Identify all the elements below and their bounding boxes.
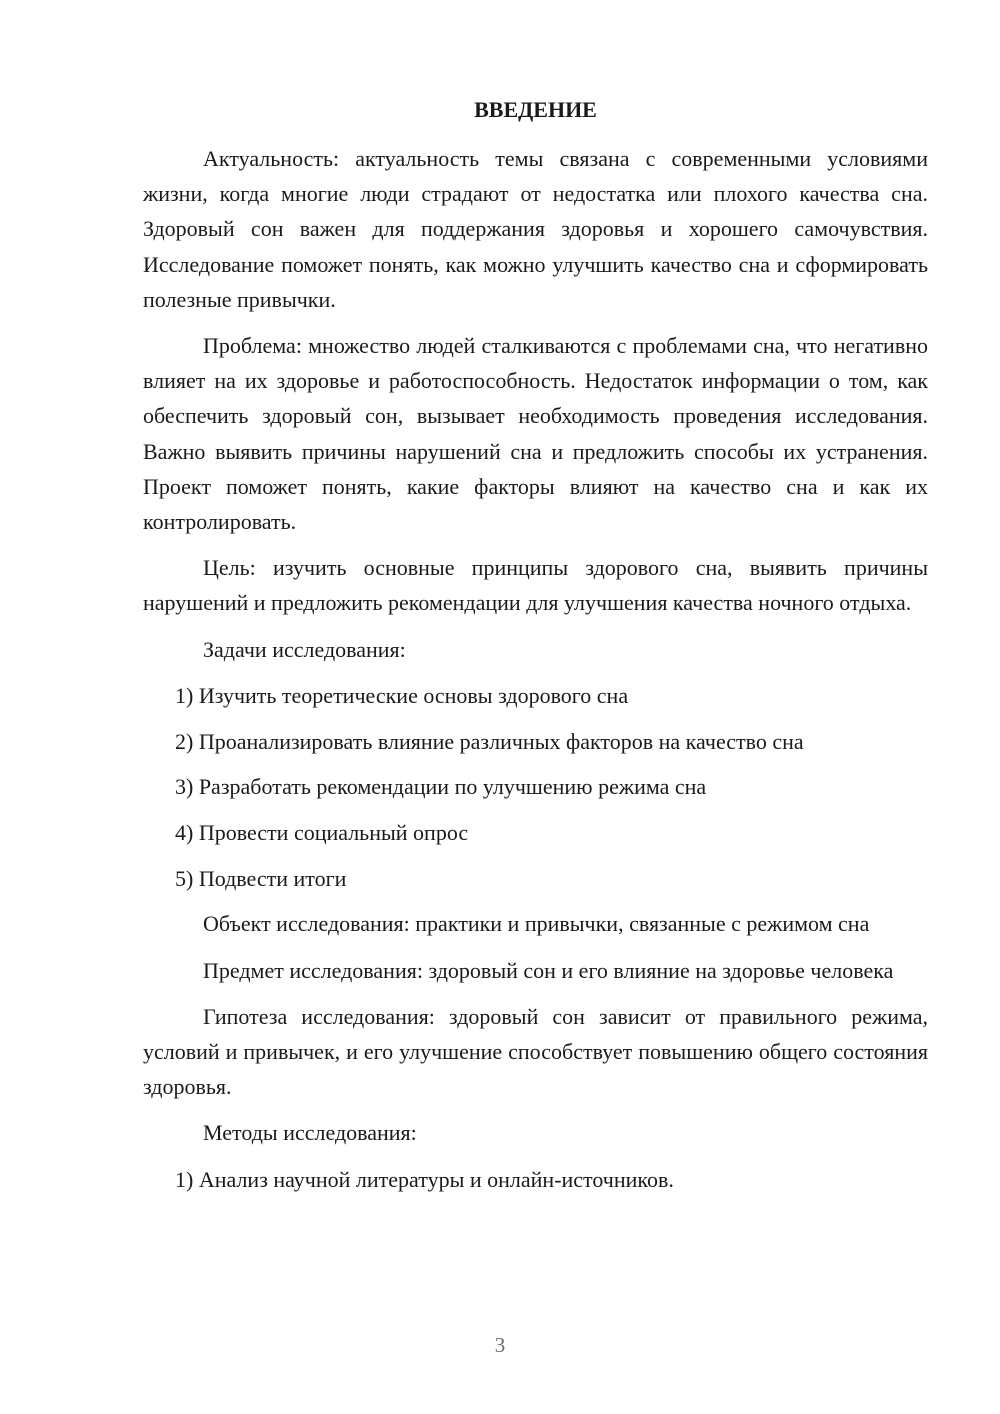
problem-paragraph: Проблема: множество людей сталкиваются с проблемами сна, что негативно влияет на их здоровье и работоспособность. Недостаток информации о том, как обеспечить здоровый сон, вызывает необходимость проведения исследования. Важно выявить причины нарушений сна и предложить способы их устранения. Проект поможет понять, какие факторы влияют на качество сна и как их контролировать. — [143, 333, 928, 535]
tasks-list — [143, 678, 928, 896]
list-item: 1) Изучить теоретические основы здорового сна — [175, 682, 629, 708]
subject-paragraph: Предмет исследования: здоровый сон и его влияние на здоровье человека — [203, 957, 894, 983]
document-page — [143, 92, 928, 1207]
goal-paragraph: Цель: изучить основные принципы здорового сна, выявить причины нарушений и предложить рекомендации для улучшения качества ночного отдыха. — [143, 555, 928, 616]
relevance-paragraph: Актуальность: актуальность темы связана с современными условиями жизни, когда многие люди страдают от недостатка или плохого качества сна. Здоровый сон важен для поддержания здоровья и хорошего самочувствия. Исследование поможет понять, как можно улучшить качество сна и сформировать полезные привычки. — [143, 146, 928, 312]
methods-heading: Методы исследования: — [203, 1120, 417, 1146]
page-number: 3 — [494, 1333, 506, 1357]
list-item: 4) Провести социальный опрос — [175, 819, 469, 845]
hypothesis-paragraph: Гипотеза исследования: здоровый сон зависит от правильного режима, условий и привычек, и его улучшение способствует повышению общего состояния здоровья. — [143, 1003, 928, 1100]
tasks-heading: Задачи исследования: — [203, 636, 406, 662]
object-paragraph: Объект исследования: практики и привычки, связанные с режимом сна — [203, 911, 870, 937]
page-title: ВВЕДЕНИЕ — [474, 97, 597, 122]
list-item: 1) Анализ научной литературы и онлайн-источников. — [175, 1166, 674, 1192]
methods-list — [143, 1162, 928, 1197]
list-item: 3) Разработать рекомендации по улучшению режима сна — [175, 774, 707, 800]
list-item: 5) Подвести итоги — [175, 865, 347, 891]
list-item: 2) Проанализировать влияние различных факторов на качество сна — [175, 728, 804, 754]
